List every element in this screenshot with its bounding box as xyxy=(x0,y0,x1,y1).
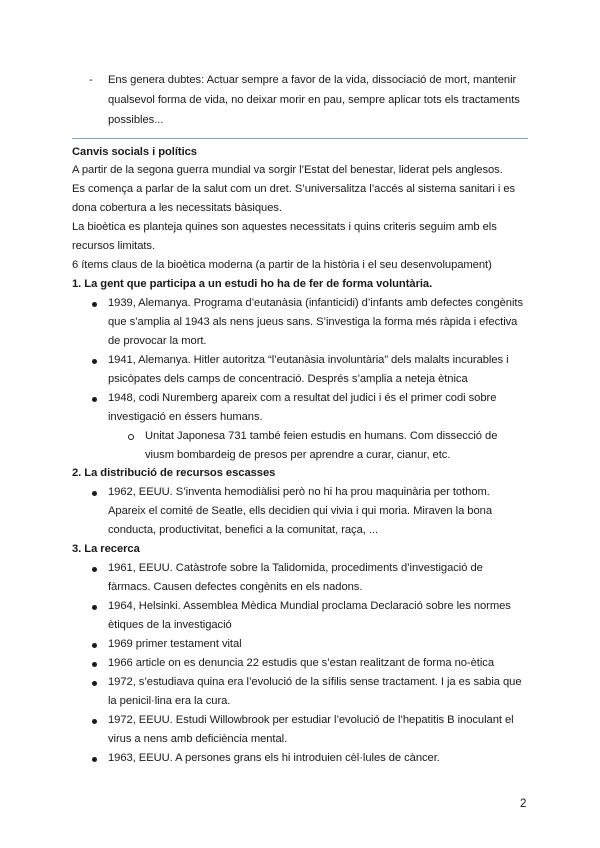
list-item-line: viusm bombardeig de presos per aprendre a curar, cianur, etc. xyxy=(145,449,451,461)
list-item-line: 1964, Helsinki. Assemblea Mèdica Mundial proclama Declaració sobre les normes xyxy=(108,600,511,612)
list-heading: 3. La recerca xyxy=(72,543,140,555)
list-heading: 2. La distribució de recursos escasses xyxy=(72,467,276,479)
bullet-icon xyxy=(92,662,97,667)
list-item-line: 1961, EEUU. Catàstrofe sobre la Talidomida, procediments d’investigació de xyxy=(108,562,483,574)
list-item-line: virus a nens amb deficiència mental. xyxy=(108,733,288,745)
sub-bullet-icon xyxy=(128,434,134,440)
list-item-line: investigació en éssers humans. xyxy=(108,411,263,423)
text-line: Ens genera dubtes: Actuar sempre a favor de la vida, dissociació de mort, mantenir xyxy=(108,74,517,86)
horizontal-rule xyxy=(72,138,528,139)
list-item-line: Apareix el comité de Seatle, ells decidien qui vivia i qui moria. Miraven la bona xyxy=(108,505,492,517)
bullet-icon xyxy=(92,567,97,572)
list-item-line: que s’amplia al 1943 als nens jueus sans. S’investiga la forma més ràpida i efectiva xyxy=(108,316,518,328)
bullet-icon xyxy=(92,719,97,724)
list-item-line: la penicil·lina era la cura. xyxy=(108,695,231,707)
paragraph-line: dona cobertura a les necessitats bàsiques. xyxy=(72,202,282,214)
dash-marker: - xyxy=(89,74,93,86)
section-heading: Canvis socials i polítics xyxy=(72,146,197,158)
bullet-icon xyxy=(92,681,97,686)
list-item-line: de provocar la mort. xyxy=(108,335,207,347)
bullet-icon xyxy=(92,643,97,648)
bullet-icon xyxy=(92,397,97,402)
list-item-line: 1948, codi Nuremberg apareix com a resultat del judici i és el primer codi sobre xyxy=(108,392,497,404)
paragraph-line: recursos limitats. xyxy=(72,240,156,252)
list-item-line: 1939, Alemanya. Programa d’eutanàsia (infanticidi) d’infants amb defectes congènits xyxy=(108,297,524,309)
bullet-icon xyxy=(92,757,97,762)
text-line: possibles... xyxy=(108,114,164,126)
bullet-icon xyxy=(92,491,97,496)
list-item-line: 1972, s’estudiava quina era l’evolució de la sífilis sense tractament. I ja es sabia que xyxy=(108,676,522,688)
bullet-icon xyxy=(92,302,97,307)
list-item-line: ètiques de la investigació xyxy=(108,619,232,631)
list-item-line: conducta, productivitat, benefici a la comunitat, raça, ... xyxy=(108,524,379,536)
paragraph-line: La bioètica es planteja quines son aquestes necessitats i quins criteris seguim amb els xyxy=(72,221,497,233)
bullet-icon xyxy=(92,605,97,610)
text-line: qualsevol forma de vida, no deixar morir en pau, sempre aplicar tots els tractaments xyxy=(108,94,520,106)
paragraph-line: A partir de la segona guerra mundial va sorgir l’Estat del benestar, liderat pels anglesos. xyxy=(72,164,503,176)
list-item-line: 1969 primer testament vital xyxy=(108,638,242,650)
list-item-line: fàrmacs. Causen defectes congènits en els nadons. xyxy=(108,581,363,593)
list-item-line: 1962, EEUU. S’inventa hemodiàlisi però no hi ha prou maquinària per tothom. xyxy=(108,486,490,498)
list-item-line: 1966 article on es denuncia 22 estudis que s’estan realitzant de forma no-ètica xyxy=(108,657,494,669)
list-item-line: 1972, EEUU. Estudi Willowbrook per estudiar l’evolució de l’hepatitis B inoculant el xyxy=(108,714,514,726)
paragraph-line: 6 ítems claus de la bioètica moderna (a partir de la història i el seu desenvolupament) xyxy=(72,259,492,271)
list-item-line: Unitat Japonesa 731 també feien estudis en humans. Com dissecció de xyxy=(145,430,498,442)
list-heading: 1. La gent que participa a un estudi ho ha de fer de forma voluntària. xyxy=(72,278,433,290)
bullet-icon xyxy=(92,359,97,364)
paragraph-line: Es comença a parlar de la salut com un dret. S’universalitza l’accés al sistema sanitari i es xyxy=(72,183,516,195)
list-item-line: psicòpates dels camps de concentració. Després s’amplia a neteja ètnica xyxy=(108,373,468,385)
list-item-line: 1963, EEUU. A persones grans els hi introduien cèl·lules de càncer. xyxy=(108,752,440,764)
page-number: 2 xyxy=(520,798,527,810)
list-item-line: 1941, Alemanya. Hitler autoritza “l’eutanàsia involuntària” dels malalts incurables i xyxy=(108,354,509,366)
